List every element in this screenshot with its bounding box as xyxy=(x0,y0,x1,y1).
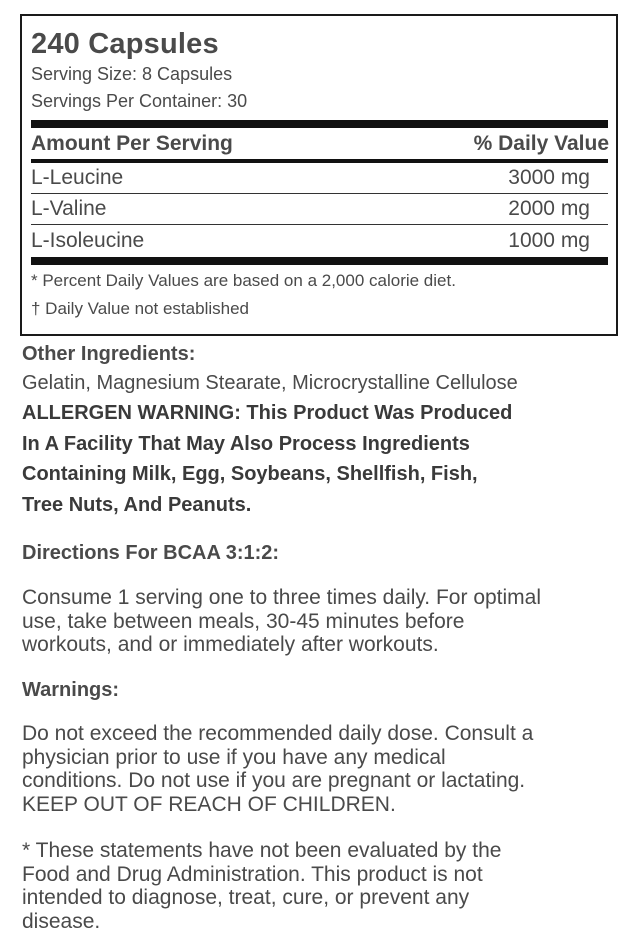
directions-line: workouts, and or immediately after workouts. xyxy=(22,633,439,656)
nutrient-name: L-Leucine xyxy=(31,166,124,189)
other-ingredients-section xyxy=(22,340,622,520)
dagger-footnote: † Daily Value not established xyxy=(31,299,249,318)
nutrient-row xyxy=(31,194,608,225)
servings-per-container: Servings Per Container: 30 xyxy=(31,91,248,111)
warnings-body xyxy=(22,722,622,816)
disclaimer-line: disease. xyxy=(22,909,101,933)
capsule-count-title: 240 Capsules xyxy=(31,28,219,60)
nutrient-amount: 3000 mg xyxy=(508,166,590,189)
facts-header-row xyxy=(31,128,608,159)
amount-per-serving-header: Amount Per Serving xyxy=(31,131,233,155)
supplement-facts-panel xyxy=(20,14,618,336)
fda-disclaimer xyxy=(22,839,622,933)
daily-value-header: % Daily Value xyxy=(473,131,609,155)
nutrient-amount: 1000 mg xyxy=(508,228,590,252)
directions-line: use, take between meals, 30-45 minutes before xyxy=(22,609,465,633)
nutrient-row xyxy=(31,163,608,194)
nutrient-name: L-Isoleucine xyxy=(31,228,145,252)
allergen-warning-line: Containing Milk, Egg, Soybeans, Shellfish, Fish, xyxy=(22,463,478,485)
disclaimer-line: intended to diagnose, treat, cure, or prevent any xyxy=(22,886,470,909)
percent-daily-footnote: * Percent Daily Values are based on a 2,000 calorie diet. xyxy=(31,271,456,290)
allergen-warning-line: In A Facility That May Also Process Ingredients xyxy=(22,432,470,455)
allergen-warning-line: Tree Nuts, And Peanuts. xyxy=(22,493,252,516)
warnings-line: Do not exceed the recommended daily dose. Consult a xyxy=(22,722,534,745)
thick-divider-bottom xyxy=(31,257,608,265)
nutrient-amount: 2000 mg xyxy=(508,197,590,220)
directions-line: Consume 1 serving one to three times daily. For optimal xyxy=(22,586,542,609)
thick-divider-top xyxy=(31,120,608,128)
warnings-line: physician prior to use if you have any medical xyxy=(22,745,446,769)
other-ingredients-heading: Other Ingredients: xyxy=(22,343,196,365)
disclaimer-line: * These statements have not been evaluated by the xyxy=(22,839,502,862)
nutrient-name: L-Valine xyxy=(31,197,107,220)
directions-body xyxy=(22,586,622,657)
warnings-line: KEEP OUT OF REACH OF CHILDREN. xyxy=(22,792,396,816)
serving-size: Serving Size: 8 Capsules xyxy=(31,64,233,84)
disclaimer-line: Food and Drug Administration. This product is not xyxy=(22,862,483,886)
warnings-section xyxy=(22,676,622,704)
allergen-warning-line: ALLERGEN WARNING: This Product Was Produced xyxy=(22,402,513,424)
warnings-heading: Warnings: xyxy=(22,679,120,701)
other-ingredients-text: Gelatin, Magnesium Stearate, Microcrystalline Cellulose xyxy=(22,372,518,394)
directions-heading: Directions For BCAA 3:1:2: xyxy=(22,542,280,564)
directions-section xyxy=(22,539,622,567)
warnings-line: conditions. Do not use if you are pregnant or lactating. xyxy=(22,769,526,792)
nutrient-row xyxy=(31,225,608,256)
